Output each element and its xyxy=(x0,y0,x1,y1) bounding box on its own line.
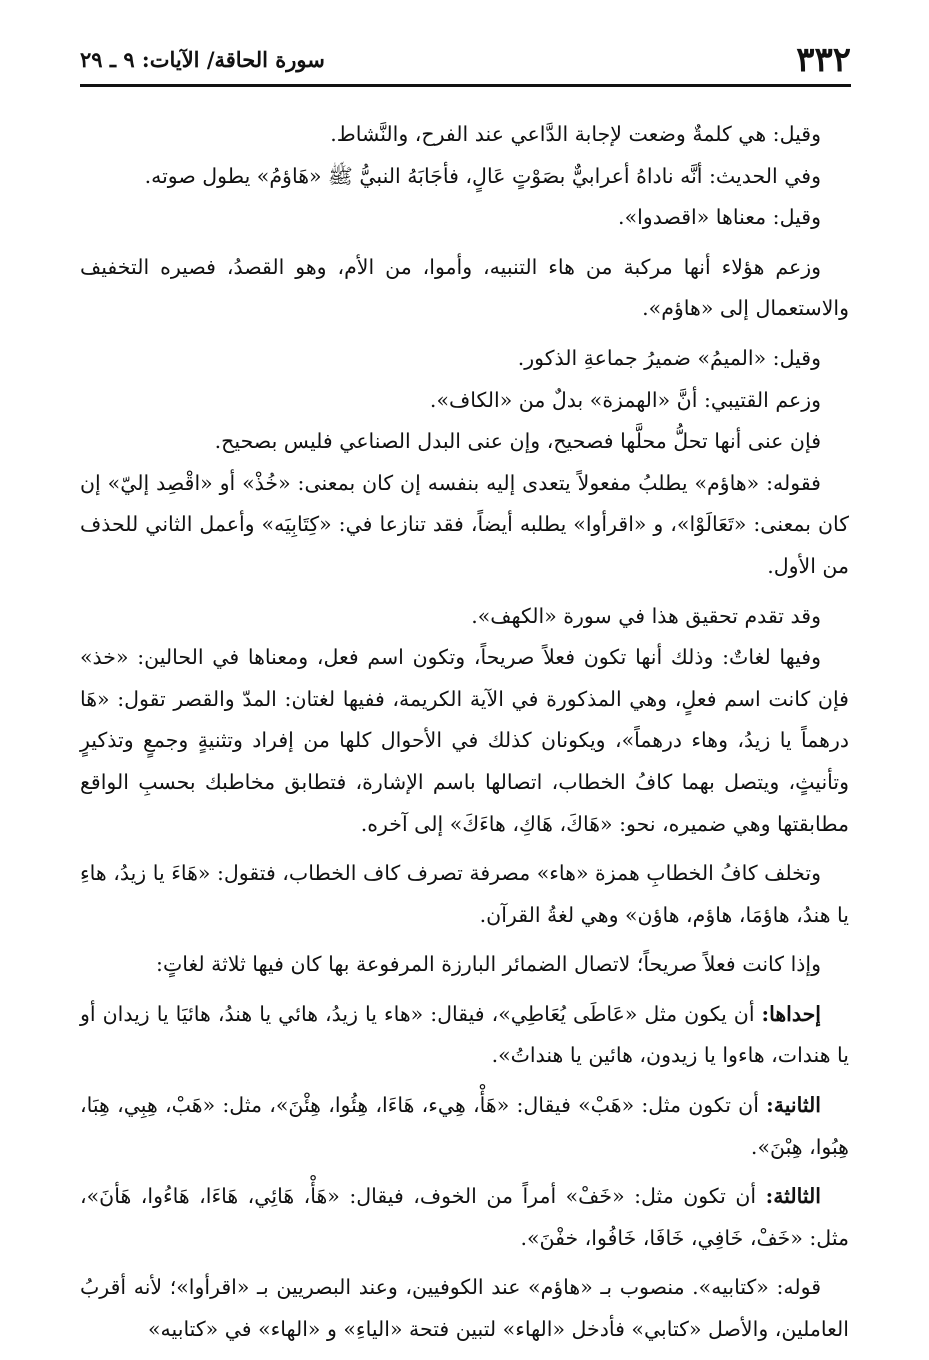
paragraph-text: أن يكون مثل «عَاطَى يُعَاطِي»، فيقال: «هاء يا زيدُ، هائي يا هندُ، هائيَا يا زيدان أو يا هندات، هاءوا يا زيدون، هائين يا هنداتُ». xyxy=(80,1001,849,1068)
paragraph: فقوله: «هاؤم» يطلبُ مفعولاً يتعدى إليه بنفسه إن كان بمعنى: «خُذْ» أو «اقْصِد إليّ» إن كان بمعنى: «تَعَالَوْا»، و «اقرأوا» يطلبه أيضاً، فقد تنازعا في: «كِتَابِيَه» وأعمل الثاني للحذف من الأول. xyxy=(80,470,849,578)
paragraph: وقيل: معناها «اقصدوا». xyxy=(618,205,821,230)
paragraph: فإن عنى أنها تحلُّ محلَّها فصحيح، وإن عنى البدل الصناعي فليس بصحيح. xyxy=(214,429,821,454)
paragraph: وزعم هؤلاء أنها مركبة من هاء التنبيه، وأموا، من الأم، وهو القصدُ، فصيره التخفيف والاستعمال إلى «هاؤم». xyxy=(80,254,849,321)
paragraph xyxy=(80,994,849,1077)
paragraph: وفيها لغاتٌ: وذلك أنها تكون فعلاً صريحاً، وتكون اسم فعل، ومعناها في الحالين: «خذ» فإن كانت اسم فعلٍ، وهي المذكورة في الآية الكريمة، ففيها لغتان: المدّ والقصر تقول: «هَا درهماً يا زيدُ، وهاء درهماً»، ويكونان كذلك في الأحوال كلها من إفراد وتثنيةٍ وجمعٍ وتذكيرٍ وتأنيثٍ، ويتصل بهما كافُ الخطاب، اتصالها باسم الإشارة، فتطابق مخاطبك بحسبِ الواقع مطابقتها وهي ضميره، نحو: «هَاكَ، هَاكِ، هاءَكَ» إلى آخره. xyxy=(80,645,849,836)
paragraph: قوله: «كتابيه». منصوب بـ «هاؤم» عند الكوفيين، وعند البصريين بـ «اقرأوا»؛ لأنه أقربُ العاملين، والأصل «كتابي» فأدخل «الهاء» لتبين فتحة «الياءِ» و «الهاء» في «كتابيه» xyxy=(80,1275,849,1342)
paragraph: وفي الحديث: أنَّه ناداهُ أعرابيٌّ بصَوْتٍ عَالٍ، فأجَابَهُ النبيُّ ﷺ «هَاؤمُ» يطول صوته. xyxy=(144,163,821,188)
page-number: ٣٣٢ xyxy=(796,40,851,80)
running-title: سورة الحاقة/ الآيات: ٩ ـ ٢٩ xyxy=(80,47,325,72)
paragraph: وقيل: هي كلمةٌ وضعت لإجابة الدَّاعي عند الفرح، والنَّشاط. xyxy=(330,122,821,146)
paragraph: وقيل: «الميمُ» ضميرُ جماعةِ الذكور. xyxy=(517,345,821,370)
paragraph-lead: الثالثة: xyxy=(765,1184,821,1209)
page-body xyxy=(80,114,849,1351)
paragraph xyxy=(80,1085,849,1168)
paragraph: وإذا كانت فعلاً صريحاً؛ لاتصال الضمائر البارزة المرفوعة بها كان فيها ثلاثة لغاتٍ: xyxy=(156,952,821,977)
page-header xyxy=(80,38,851,88)
paragraph: وقد تقدم تحقيق هذا في سورة «الكهف». xyxy=(471,603,821,628)
header-rule xyxy=(80,84,851,87)
paragraph: وتخلف كافُ الخطابِ همزة «هاء» مصرفة تصرف كاف الخطاب، فتقول: «هَاءَ يا زيدُ، هاءِ يا هندُ، هاؤمَا، هاؤم، هاؤن» وهي لغةُ القرآن. xyxy=(80,861,849,927)
paragraph-text: أن تكون مثل: «خَفْ» أمراً من الخوف، فيقال: «هَأْ، هَائِي، هَاءَا، هَاءُوا، هَأنَ»، مثل: «خَفْ، خَافِي، خَافَا، خَافُوا، خفْنَ». xyxy=(80,1184,849,1250)
paragraph-lead: إحداها: xyxy=(761,1001,821,1026)
paragraph: وزعم القتيبي: أنَّ «الهمزة» بدلٌ من «الكاف». xyxy=(429,387,821,412)
paragraph xyxy=(80,1176,849,1259)
paragraph-lead: الثانية: xyxy=(766,1093,821,1118)
paragraph-text: أن تكون مثل: «هَبْ» فيقال: «هَأْ، هِيء، هَاءَا، هِئُوا، هِئْنَ»، مثل: «هَبْ، هِبِي، هِبَا، هِبُوا، هِبْنَ». xyxy=(80,1093,849,1159)
